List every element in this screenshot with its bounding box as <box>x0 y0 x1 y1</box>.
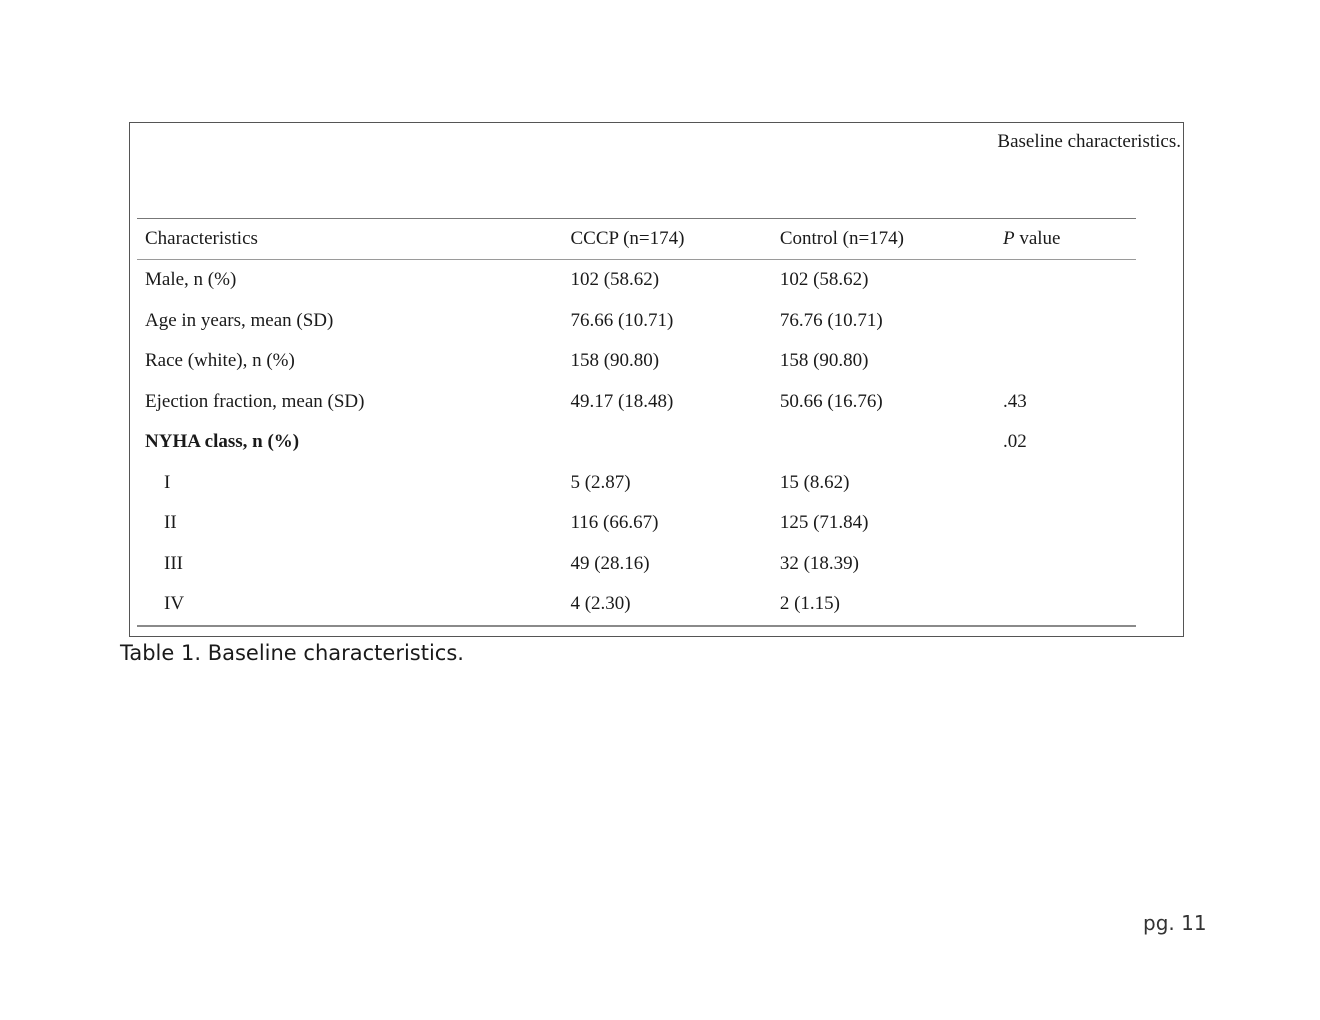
row-control: 50.66 (16.76) <box>779 390 883 412</box>
row-cccp <box>562 422 771 463</box>
row-cccp: 76.66 (10.71) <box>570 309 674 331</box>
baseline-table <box>137 218 1136 627</box>
row-cccp: 5 (2.87) <box>570 471 631 493</box>
row-control: 32 (18.39) <box>779 552 859 574</box>
table-title: Baseline characteristics. <box>997 131 1181 152</box>
page-number: pg. 11 <box>1143 911 1207 935</box>
row-cccp: 102 (58.62) <box>570 269 660 291</box>
table-row-age <box>137 301 1136 342</box>
row-label: III <box>164 552 183 574</box>
row-label: NYHA class, n (%) <box>145 431 300 453</box>
row-p-value <box>995 301 1136 342</box>
table-frame <box>129 122 1184 637</box>
table-row-race <box>137 341 1136 382</box>
header-p-rest: value <box>1014 228 1061 249</box>
row-label: II <box>164 512 177 534</box>
row-control <box>772 422 995 463</box>
header-p-symbol: P <box>1002 228 1015 249</box>
row-cccp: 158 (90.80) <box>570 350 660 372</box>
table-row-nyha-iv <box>137 584 1136 626</box>
header-p-value <box>995 219 1136 260</box>
table-caption: Table 1. Baseline characteristics. <box>120 641 464 665</box>
row-cccp: 116 (66.67) <box>570 512 659 534</box>
row-p-value <box>995 544 1136 585</box>
row-label: Race (white), n (%) <box>145 350 295 372</box>
row-cccp: 4 (2.30) <box>562 584 771 626</box>
row-p-value <box>995 341 1136 382</box>
row-p-value <box>995 260 1136 301</box>
row-control: 125 (71.84) <box>779 512 869 534</box>
row-label: I <box>164 471 171 493</box>
row-label: Ejection fraction, mean (SD) <box>145 390 365 412</box>
header-cccp: CCCP (n=174) <box>562 219 771 260</box>
table-row-nyha-ii <box>137 503 1136 544</box>
row-p-value: .43 <box>1002 390 1027 412</box>
header-characteristics: Characteristics <box>137 219 562 260</box>
row-p-value <box>995 503 1136 544</box>
row-control: 15 (8.62) <box>779 471 850 493</box>
row-cccp: 49.17 (18.48) <box>570 390 674 412</box>
row-p-value <box>995 463 1136 504</box>
table-row-nyha-i <box>137 463 1136 504</box>
table-row-nyha-class <box>137 422 1136 463</box>
row-label: Age in years, mean (SD) <box>145 309 334 331</box>
row-label: Male, n (%) <box>145 269 237 291</box>
table-row-ejection-fraction <box>137 382 1136 423</box>
table-header-row <box>137 219 1136 260</box>
row-control: 2 (1.15) <box>772 584 995 626</box>
row-control: 76.76 (10.71) <box>779 309 883 331</box>
row-control: 158 (90.80) <box>779 350 869 372</box>
row-p-value: .02 <box>1002 431 1027 453</box>
table-row-nyha-iii <box>137 544 1136 585</box>
row-control: 102 (58.62) <box>779 269 869 291</box>
row-cccp: 49 (28.16) <box>570 552 650 574</box>
row-p-value <box>995 584 1136 626</box>
table-row-male <box>137 260 1136 301</box>
header-control: Control (n=174) <box>772 219 995 260</box>
row-label: IV <box>137 584 562 626</box>
